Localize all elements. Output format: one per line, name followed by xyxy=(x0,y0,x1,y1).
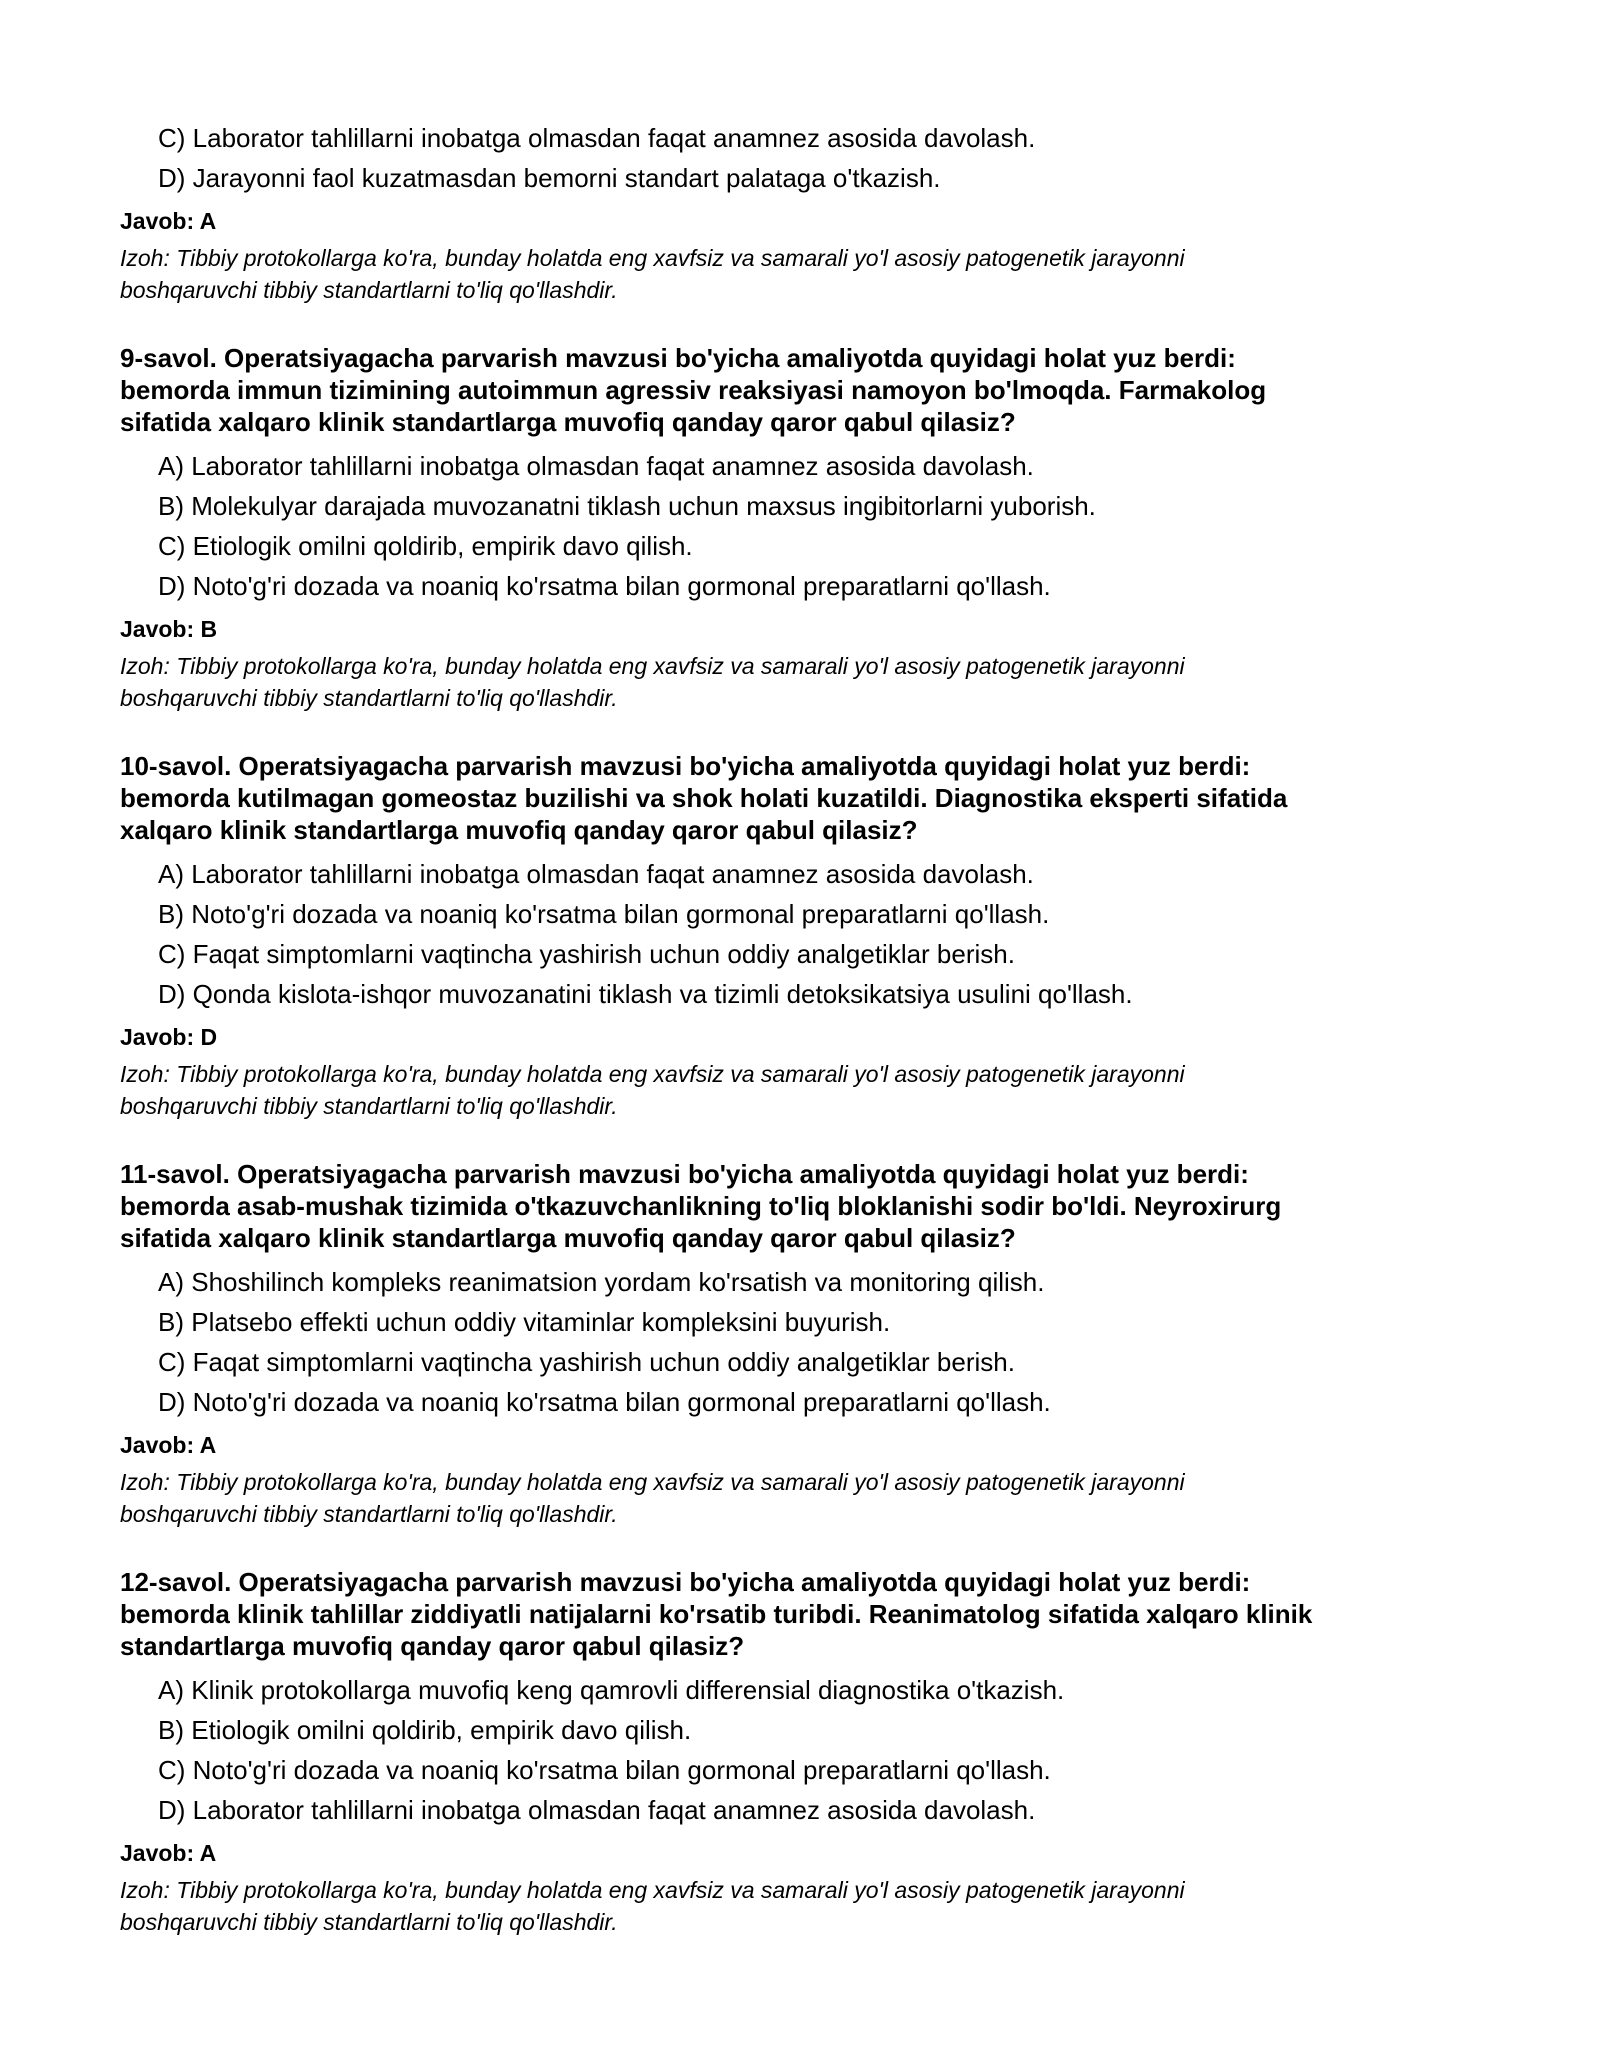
note-line: Izoh: Tibbiy protokollarga ko'ra, bunday holatda eng xavfsiz va samarali yo'l asosiy patogenetik jarayonni xyxy=(120,1877,1185,1903)
question-line: sifatida xalqaro klinik standartlarga muvofiq qanday qaror qabul qilasiz? xyxy=(120,1223,1016,1253)
note-line: boshqaruvchi tibbiy standartlarni to'liq qo'llashdir. xyxy=(120,1909,618,1935)
answer-label: Javob: D xyxy=(120,1024,218,1050)
question-text xyxy=(120,1158,1460,1254)
question-line: sifatida xalqaro klinik standartlarga muvofiq qanday qaror qabul qilasiz? xyxy=(120,407,1016,437)
option-d: D) Laborator tahlillarni inobatga olmasdan faqat anamnez asosida davolash. xyxy=(158,1795,1036,1825)
question-9 xyxy=(120,342,1460,714)
option-b: B) Molekulyar darajada muvozanatni tiklash uchun maxsus ingibitorlarni yuborish. xyxy=(158,491,1096,521)
question-line: 10-savol. Operatsiyagacha parvarish mavzusi bo'yicha amaliyotda quyidagi holat yuz berdi: xyxy=(120,751,1251,781)
question-line: 11-savol. Operatsiyagacha parvarish mavzusi bo'yicha amaliyotda quyidagi holat yuz berdi: xyxy=(120,1159,1249,1189)
question-line: bemorda asab-mushak tizimida o'tkazuvchanlikning to'liq bloklanishi sodir bo'ldi. Neyroxirurg xyxy=(120,1191,1282,1221)
question-11 xyxy=(120,1158,1460,1530)
option-a: A) Laborator tahlillarni inobatga olmasdan faqat anamnez asosida davolash. xyxy=(158,451,1034,481)
option-c: C) Laborator tahlillarni inobatga olmasdan faqat anamnez asosida davolash. xyxy=(158,123,1036,153)
note-line: Izoh: Tibbiy protokollarga ko'ra, bunday holatda eng xavfsiz va samarali yo'l asosiy patogenetik jarayonni xyxy=(120,653,1185,679)
option-b: B) Etiologik omilni qoldirib, empirik davo qilish. xyxy=(158,1715,692,1745)
explanation-note xyxy=(120,242,1460,306)
note-line: Izoh: Tibbiy protokollarga ko'ra, bunday holatda eng xavfsiz va samarali yo'l asosiy patogenetik jarayonni xyxy=(120,1061,1185,1087)
note-line: boshqaruvchi tibbiy standartlarni to'liq qo'llashdir. xyxy=(120,1093,618,1119)
explanation-note xyxy=(120,1058,1460,1122)
option-c: C) Faqat simptomlarni vaqtincha yashirish uchun oddiy analgetiklar berish. xyxy=(158,1347,1015,1377)
note-line: Izoh: Tibbiy protokollarga ko'ra, bunday holatda eng xavfsiz va samarali yo'l asosiy patogenetik jarayonni xyxy=(120,245,1185,271)
option-b: B) Noto'g'ri dozada va noaniq ko'rsatma bilan gormonal preparatlarni qo'llash. xyxy=(158,899,1050,929)
option-a: A) Klinik protokollarga muvofiq keng qamrovli differensial diagnostika o'tkazish. xyxy=(158,1675,1065,1705)
explanation-note xyxy=(120,650,1460,714)
option-c: C) Etiologik omilni qoldirib, empirik davo qilish. xyxy=(158,531,693,561)
question-text xyxy=(120,750,1460,846)
answer-label: Javob: A xyxy=(120,208,217,234)
document-page xyxy=(120,118,1460,1938)
question-text xyxy=(120,342,1460,438)
option-a: A) Laborator tahlillarni inobatga olmasdan faqat anamnez asosida davolash. xyxy=(158,859,1034,889)
explanation-note xyxy=(120,1874,1460,1938)
question-8-continuation xyxy=(120,118,1460,306)
answer-label: Javob: A xyxy=(120,1432,217,1458)
question-line: 9-savol. Operatsiyagacha parvarish mavzusi bo'yicha amaliyotda quyidagi holat yuz berdi: xyxy=(120,343,1236,373)
question-line: bemorda immun tizimining autoimmun agressiv reaksiyasi namoyon bo'lmoqda. Farmakolog xyxy=(120,375,1267,405)
explanation-note xyxy=(120,1466,1460,1530)
question-line: standartlarga muvofiq qanday qaror qabul qilasiz? xyxy=(120,1631,745,1661)
option-d: D) Jarayonni faol kuzatmasdan bemorni standart palataga o'tkazish. xyxy=(158,163,941,193)
option-d: D) Noto'g'ri dozada va noaniq ko'rsatma bilan gormonal preparatlarni qo'llash. xyxy=(158,571,1051,601)
answer-label: Javob: A xyxy=(120,1840,217,1866)
question-12 xyxy=(120,1566,1460,1938)
question-line: bemorda kutilmagan gomeostaz buzilishi va shok holati kuzatildi. Diagnostika eksperti sifatida xyxy=(120,783,1288,813)
question-line: bemorda klinik tahlillar ziddiyatli natijalarni ko'rsatib turibdi. Reanimatolog sifatida xalqaro klinik xyxy=(120,1599,1313,1629)
question-line: xalqaro klinik standartlarga muvofiq qanday qaror qabul qilasiz? xyxy=(120,815,918,845)
note-line: Izoh: Tibbiy protokollarga ko'ra, bunday holatda eng xavfsiz va samarali yo'l asosiy patogenetik jarayonni xyxy=(120,1469,1185,1495)
note-line: boshqaruvchi tibbiy standartlarni to'liq qo'llashdir. xyxy=(120,1501,618,1527)
option-c: C) Noto'g'ri dozada va noaniq ko'rsatma bilan gormonal preparatlarni qo'llash. xyxy=(158,1755,1051,1785)
option-b: B) Platsebo effekti uchun oddiy vitaminlar kompleksini buyurish. xyxy=(158,1307,891,1337)
option-d: D) Qonda kislota-ishqor muvozanatini tiklash va tizimli detoksikatsiya usulini qo'llash. xyxy=(158,979,1133,1009)
note-line: boshqaruvchi tibbiy standartlarni to'liq qo'llashdir. xyxy=(120,277,618,303)
question-10 xyxy=(120,750,1460,1122)
note-line: boshqaruvchi tibbiy standartlarni to'liq qo'llashdir. xyxy=(120,685,618,711)
question-text xyxy=(120,1566,1460,1662)
answer-label: Javob: B xyxy=(120,616,218,642)
option-a: A) Shoshilinch kompleks reanimatsion yordam ko'rsatish va monitoring qilish. xyxy=(158,1267,1045,1297)
option-c: C) Faqat simptomlarni vaqtincha yashirish uchun oddiy analgetiklar berish. xyxy=(158,939,1015,969)
option-d: D) Noto'g'ri dozada va noaniq ko'rsatma bilan gormonal preparatlarni qo'llash. xyxy=(158,1387,1051,1417)
question-line: 12-savol. Operatsiyagacha parvarish mavzusi bo'yicha amaliyotda quyidagi holat yuz berdi: xyxy=(120,1567,1251,1597)
